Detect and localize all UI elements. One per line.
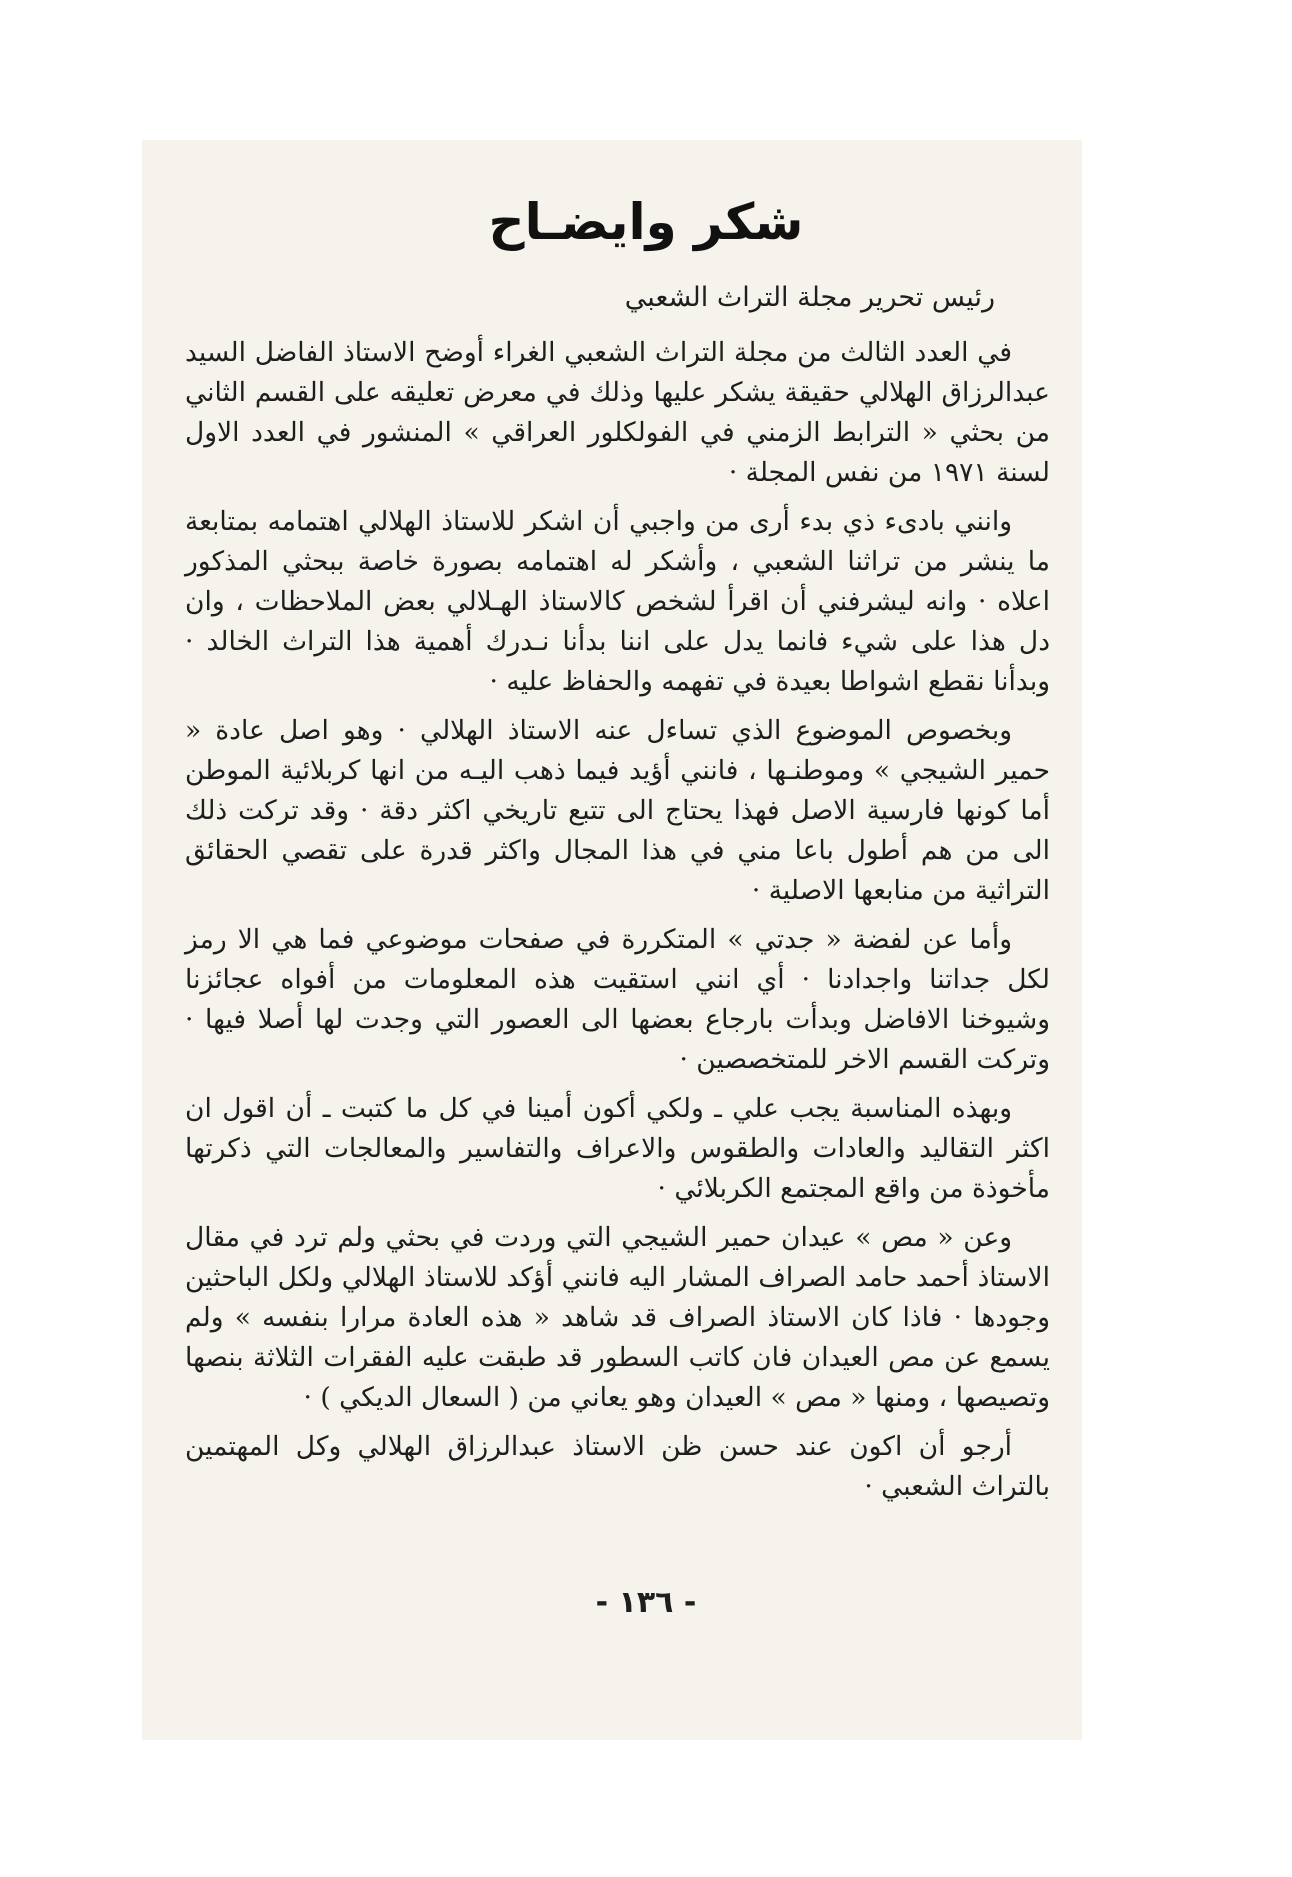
paragraph-6: وعن « مص » عيدان حمير الشيجي التي وردت في بحثي ولم ترد في مقال الاستاذ أحمد حامد الصراف المشار اليه فانني أؤكد للاستاذ الهلالي ولكل الباحثين وجودها · فاذا كان الاستاذ الصراف قد شاهد « هذه العادة مرارا بنفسه » ولم يسمع عن مص العيدان فان كاتب السطور قد طبقت عليه الفقرات الثلاثة بنصها وتصيصها ، ومنها « مص » العيدان وهو يعاني من ( السعال الديكي ) · [185, 1222, 1050, 1413]
paragraph-5: وبهذه المناسبة يجب علي ـ ولكي أكون أمينا في كل ما كتبت ـ أن اقول ان اكثر التقاليد والعادات والطقوس والاعراف والتفاسير والمعالجات التي ذكرتها مأخوذة من واقع المجتمع الكربلائي · [185, 1093, 1050, 1204]
paragraph-7: أرجو أن اكون عند حسن ظن الاستاذ عبدالرزاق الهلالي وكل المهتمين بالتراث الشعبي · [185, 1431, 1050, 1502]
letter-body [185, 333, 1050, 1516]
page-number: - ١٣٦ - [595, 1585, 697, 1620]
paragraph-4: وأما عن لفضة « جدتي » المتكررة في صفحات موضوعي فما هي الا رمز لكل جداتنا واجدادنا · أي انني استقيت هذه المعلومات من أفواه عجائزنا وشيوخنا الافاضل وبدأت بارجاع بعضها الى العصور التي وجدت لها أصلا فيها · وتركت القسم الاخر للمتخصصين · [185, 924, 1050, 1075]
paragraph-3: وبخصوص الموضوع الذي تساءل عنه الاستاذ الهلالي · وهو اصل عادة « حمير الشيجي » وموطنـها ، فانني أؤيد فيما ذهب اليـه من انها كربلائية الموطن أما كونها فارسية الاصل فهذا يحتاج الى تتبع تاريخي اكثر دقة · وقد تركت ذلك الى من هم أطول باعا مني في هذا المجال واكثر قدرة على تقصي الحقائق التراثية من منابعها الاصلية · [185, 715, 1050, 906]
paragraph-1: في العدد الثالث من مجلة التراث الشعبي الغراء أوضح الاستاذ الفاضل السيد عبدالرزاق الهلالي حقيقة يشكر عليها وذلك في معرض تعليقه على القسم الثاني من بحثي « الترابط الزمني في الفولكلور العراقي » المنشور في العدد الاول لسنة ١٩٧١ من نفس المجلة · [185, 337, 1050, 488]
addressee-line: رئيس تحرير مجلة التراث الشعبي [624, 282, 995, 313]
paragraph-2: وانني بادىء ذي بدء أرى من واجبي أن اشكر للاستاذ الهلالي اهتمامه بمتابعة ما ينشر من تراثنا الشعبي ، وأشكر له اهتمامه بصورة خاصة ببحثي المذكور اعلاه · وانه ليشرفني أن اقرأ لشخص كالاستاذ الهـلالي بعض الملاحظات ، وان دل هذا على شيء فانما يدل على اننا بدأنا نـدرك أهمية هذا التراث الخالد · وبدأنا نقطع اشواطا بعيدة في تفهمه والحفاظ عليه · [185, 506, 1050, 697]
page-title: شكر وايضـاح [488, 193, 804, 251]
